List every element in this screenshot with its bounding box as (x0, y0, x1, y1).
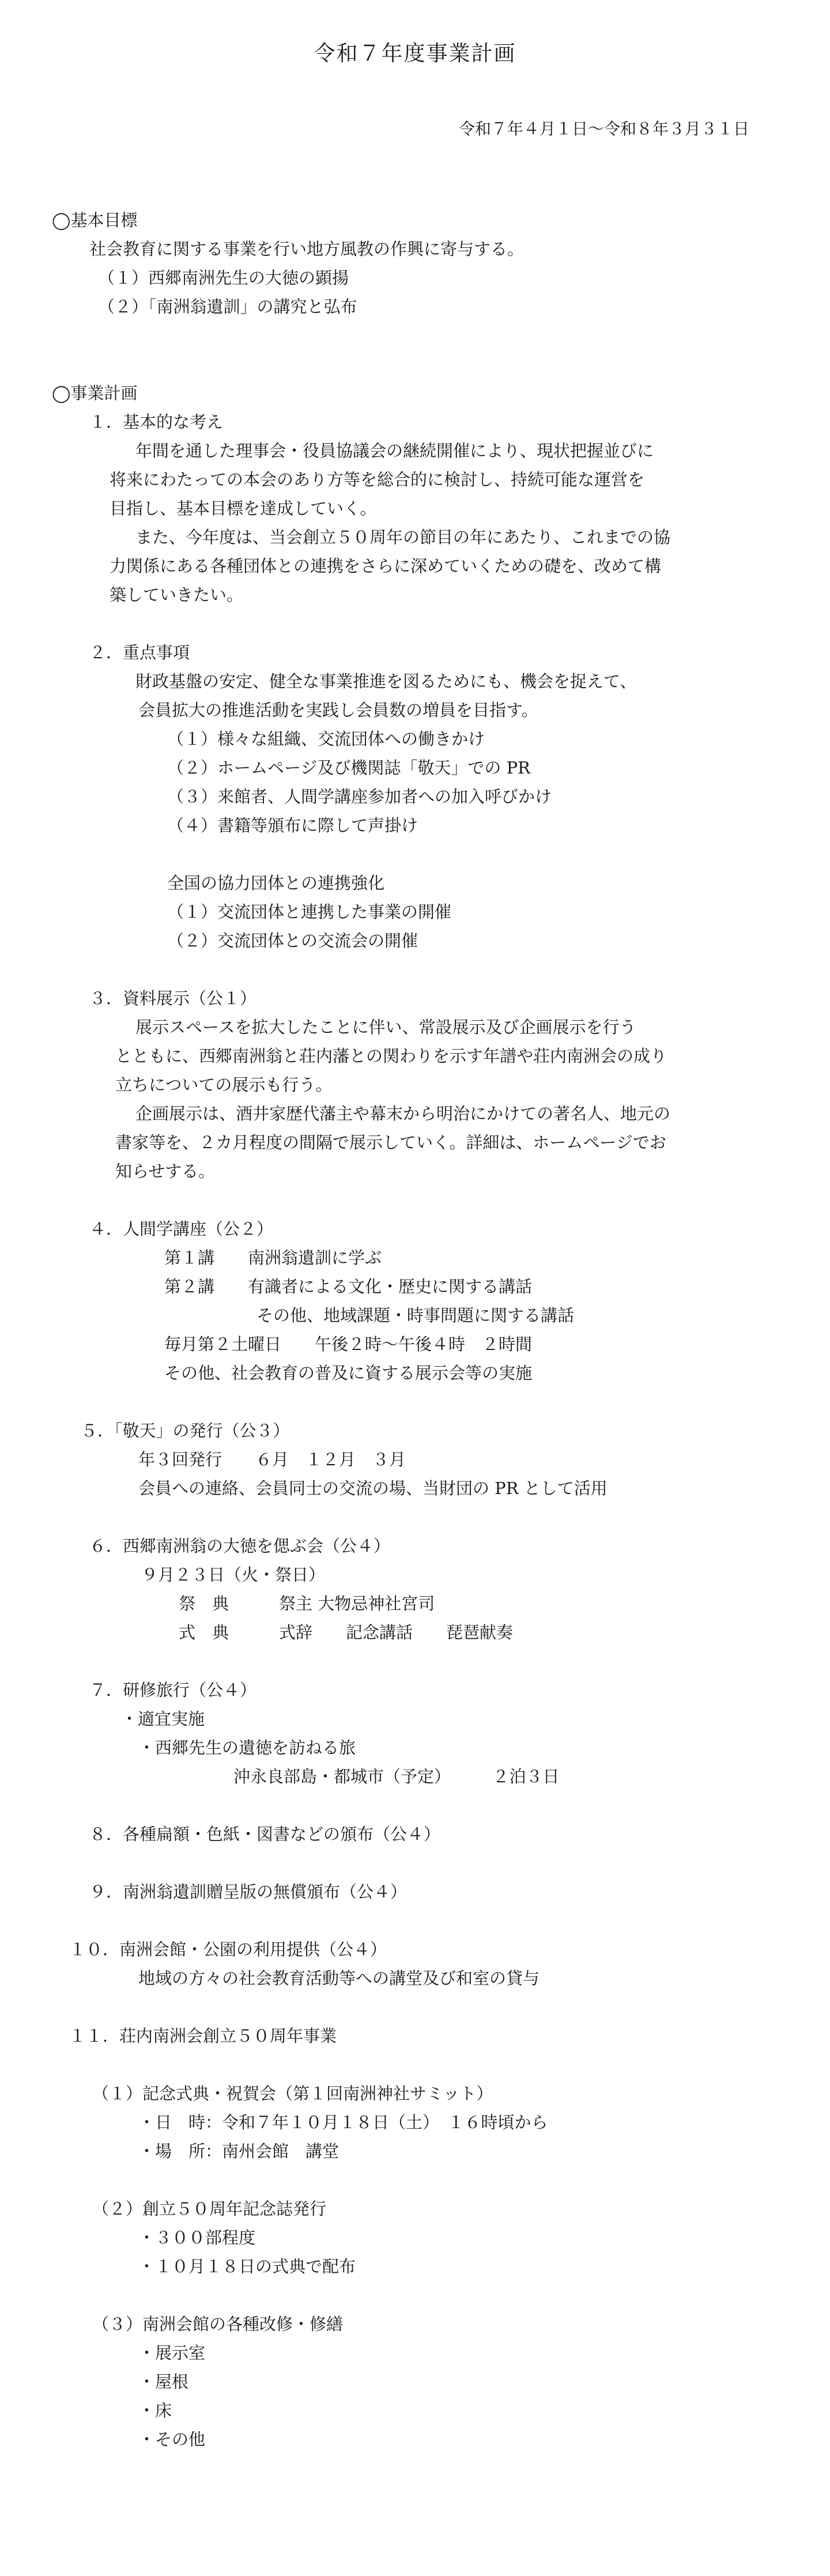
body-text-line: （２）創立５０周年記念誌発行 (92, 2199, 327, 2219)
body-text-line: 祭 典 祭主 大物忌神社宮司 (179, 1594, 435, 1613)
body-text-line: ・西郷先生の遺徳を訪ねる旅 (138, 1738, 356, 1757)
body-text-line: （２）ホームページ及び機関誌「敬天」での PR (167, 758, 530, 778)
body-text-line: 目指し、基本目標を達成していく。 (110, 499, 377, 518)
body-text-line: 年３回発行 ６月 １２月 ３月 (138, 1450, 406, 1469)
body-text-line: ・適宜実施 (121, 1709, 205, 1729)
body-text-line: 全国の協力団体との連携強化 (167, 873, 385, 893)
body-text-line: ・その他 (138, 2430, 206, 2449)
body-text-line: 年間を通した理事会・役員協議会の継続開催により、現状把握並びに (135, 441, 654, 461)
section-6-heading: ６．西郷南洲翁の大徳を偲ぶ会（公４） (89, 1536, 391, 1556)
section-11-heading: １１．荘内南洲会創立５０周年事業 (69, 2026, 337, 2046)
body-text-line: 会員拡大の推進活動を実践し会員数の増員を目指す。 (138, 700, 538, 720)
body-text-line: （１）交流団体と連携した事業の開催 (167, 902, 452, 922)
body-text-line: 将来にわたっての本会のあり方等を総合的に検討し、持続可能な運営を (110, 470, 645, 489)
body-text-line: 力関係にある各種団体との連携をさらに深めていくための礎を、改めて構 (110, 556, 662, 576)
body-text-line: （２）交流団体との交流会の開催 (167, 931, 418, 951)
body-text-line: 展示スペースを拡大したことに伴い、常設展示及び企画展示を行う (135, 1017, 636, 1037)
section-4-heading: ４．人間学講座（公２） (89, 1219, 274, 1239)
body-text-line: とともに、西郷南洲翁と荘内藩との関わりを示す年譜や荘内南洲会の成り (115, 1046, 667, 1066)
document-title: 令和７年度事業計画 (314, 41, 516, 66)
section-9-heading: ９．南洲翁遺訓贈呈版の無償頒布（公４） (89, 1882, 408, 1902)
body-text-line: 企画展示は、酒井家歴代藩主や幕末から明治にかけての著名人、地元の (135, 1104, 671, 1123)
body-text-line: （１）様々な組織、交流団体への働きかけ (167, 729, 485, 749)
basic-goal-heading: ◯基本目標 (52, 210, 138, 230)
body-text-line: 築していきたい。 (110, 585, 244, 605)
body-text-line: 立ちについての展示も行う。 (115, 1075, 333, 1095)
body-text-line: （２）「南洲翁遺訓」の講究と弘布 (98, 297, 357, 316)
body-text-line: ・３００部程度 (138, 2228, 256, 2247)
body-text-line: 第２講 有識者による文化・歴史に関する講話 (164, 1277, 533, 1296)
body-text-line: （１）記念式典・祝賀会（第１回南洲神社サミット） (92, 2084, 493, 2103)
body-text-line: 沖永良部島・都城市（予定） ２泊３日 (233, 1767, 560, 1786)
body-text-line: また、今年度は、当会創立５０周年の節目の年にあたり、これまでの協 (135, 527, 671, 547)
body-text-line: 知らせする。 (115, 1161, 216, 1181)
body-text-line: 毎月第２土曜日 午後２時～午後４時 ２時間 (164, 1334, 533, 1354)
fiscal-period: 令和７年４月１日～令和８年３月３１日 (458, 119, 749, 138)
body-text-line: （３）来館者、人間学講座参加者への加入呼びかけ (167, 787, 552, 806)
body-text-line: 社会教育に関する事業を行い地方風教の作興に寄与する。 (89, 239, 525, 259)
body-text-line: （４）書籍等頒布に際して声掛け (167, 816, 418, 835)
body-text-line: その他、地域課題・時事問題に関する講話 (256, 1306, 575, 1325)
body-text-line: ・場 所：南州会館 講堂 (138, 2141, 339, 2161)
section-8-heading: ８．各種扁額・色紙・図書などの頒布（公４） (89, 1824, 441, 1844)
section-1-heading: １．基本的な考え (89, 412, 224, 432)
section-7-heading: ７．研修旅行（公４） (89, 1680, 257, 1700)
business-plan-heading: ◯事業計画 (52, 383, 138, 403)
body-text-line: （１）西郷南洲先生の大徳の顕揚 (98, 268, 349, 288)
body-text-line: ・展示室 (138, 2343, 206, 2363)
body-text-line: 地域の方々の社会教育活動等への講堂及び和室の貸与 (138, 1968, 540, 1988)
body-text-line: 第１講 南洲翁遺訓に学ぶ (164, 1248, 382, 1268)
body-text-line: ・床 (138, 2401, 172, 2420)
body-text-line: ９月２３日（火・祭日） (141, 1565, 326, 1585)
section-3-heading: ３．資料展示（公１） (89, 989, 257, 1008)
body-text-line: 財政基盤の安定、健全な事業推進を図るためにも、機会を捉えて、 (135, 672, 637, 691)
section-5-heading: ５．「敬天」の発行（公３） (81, 1421, 290, 1440)
body-text-line: ・屋根 (138, 2372, 189, 2392)
section-2-heading: ２．重点事項 (89, 643, 190, 662)
body-text-line: その他、社会教育の普及に資する展示会等の実施 (164, 1363, 533, 1383)
body-text-line: （３）南洲会館の各種改修・修繕 (92, 2314, 344, 2334)
body-text-line: ・１０月１８日の式典で配布 (138, 2257, 356, 2276)
body-text-line: 式 典 式辞 記念講話 琵琶献奏 (179, 1623, 514, 1642)
body-text-line: 会員への連絡、会員同士の交流の場、当財団の PR として活用 (138, 1479, 608, 1498)
body-text-line: 書家等を、２カ月程度の間隔で展示していく。詳細は、ホームページでお (115, 1133, 666, 1152)
section-10-heading: １０．南洲会館・公園の利用提供（公４） (69, 1940, 387, 1959)
body-text-line: ・日 時：令和７年１０月１８日（土） １６時頃から (138, 2113, 548, 2132)
